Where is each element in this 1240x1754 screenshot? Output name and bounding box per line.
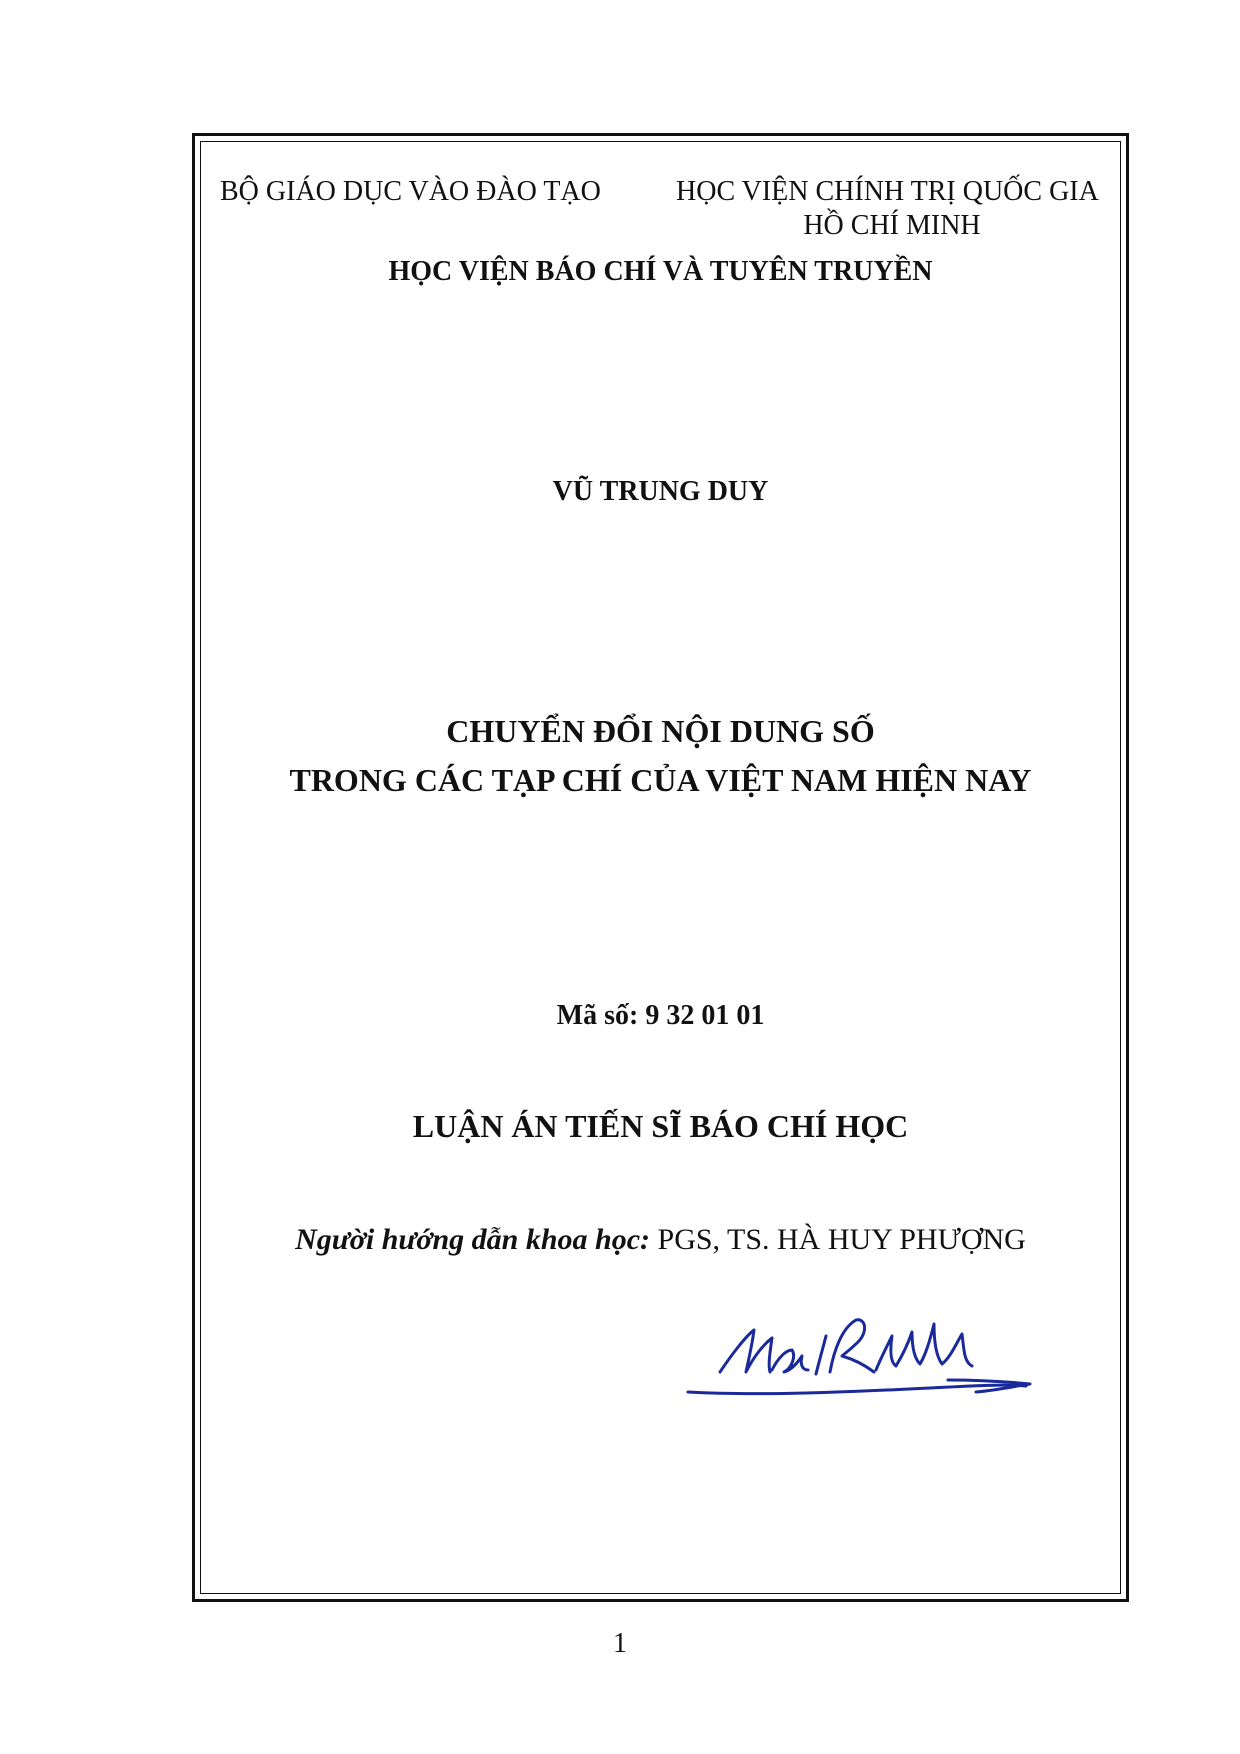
thesis-title-line2: TRONG CÁC TẠP CHÍ CỦA VIỆT NAM HIỆN NAY bbox=[289, 762, 1032, 798]
institution-name: HỌC VIỆN BÁO CHÍ VÀ TUYÊN TRUYỀN bbox=[388, 256, 933, 287]
degree-title: LUẬN ÁN TIẾN SĨ BÁO CHÍ HỌC bbox=[412, 1108, 909, 1144]
academy-name-line1: HỌC VIỆN CHÍNH TRỊ QUỐC GIA bbox=[676, 176, 1099, 207]
thesis-code: Mã số: 9 32 01 01 bbox=[556, 1000, 765, 1031]
advisor-name: PGS, TS. HÀ HUY PHƯỢNG bbox=[657, 1223, 1026, 1256]
advisor-label: Người hướng dẫn khoa học: bbox=[295, 1223, 651, 1256]
academy-name-line2: HỒ CHÍ MINH bbox=[803, 210, 981, 241]
advisor-line bbox=[200, 1223, 1121, 1257]
ministry-name: BỘ GIÁO DỤC VÀO ĐÀO TẠO bbox=[220, 176, 601, 207]
page-number: 1 bbox=[613, 1628, 627, 1659]
thesis-title-line1: CHUYỂN ĐỔI NỘI DUNG SỐ bbox=[446, 713, 875, 749]
author-name: VŨ TRUNG DUY bbox=[552, 476, 769, 507]
signature-image bbox=[680, 1300, 1040, 1440]
